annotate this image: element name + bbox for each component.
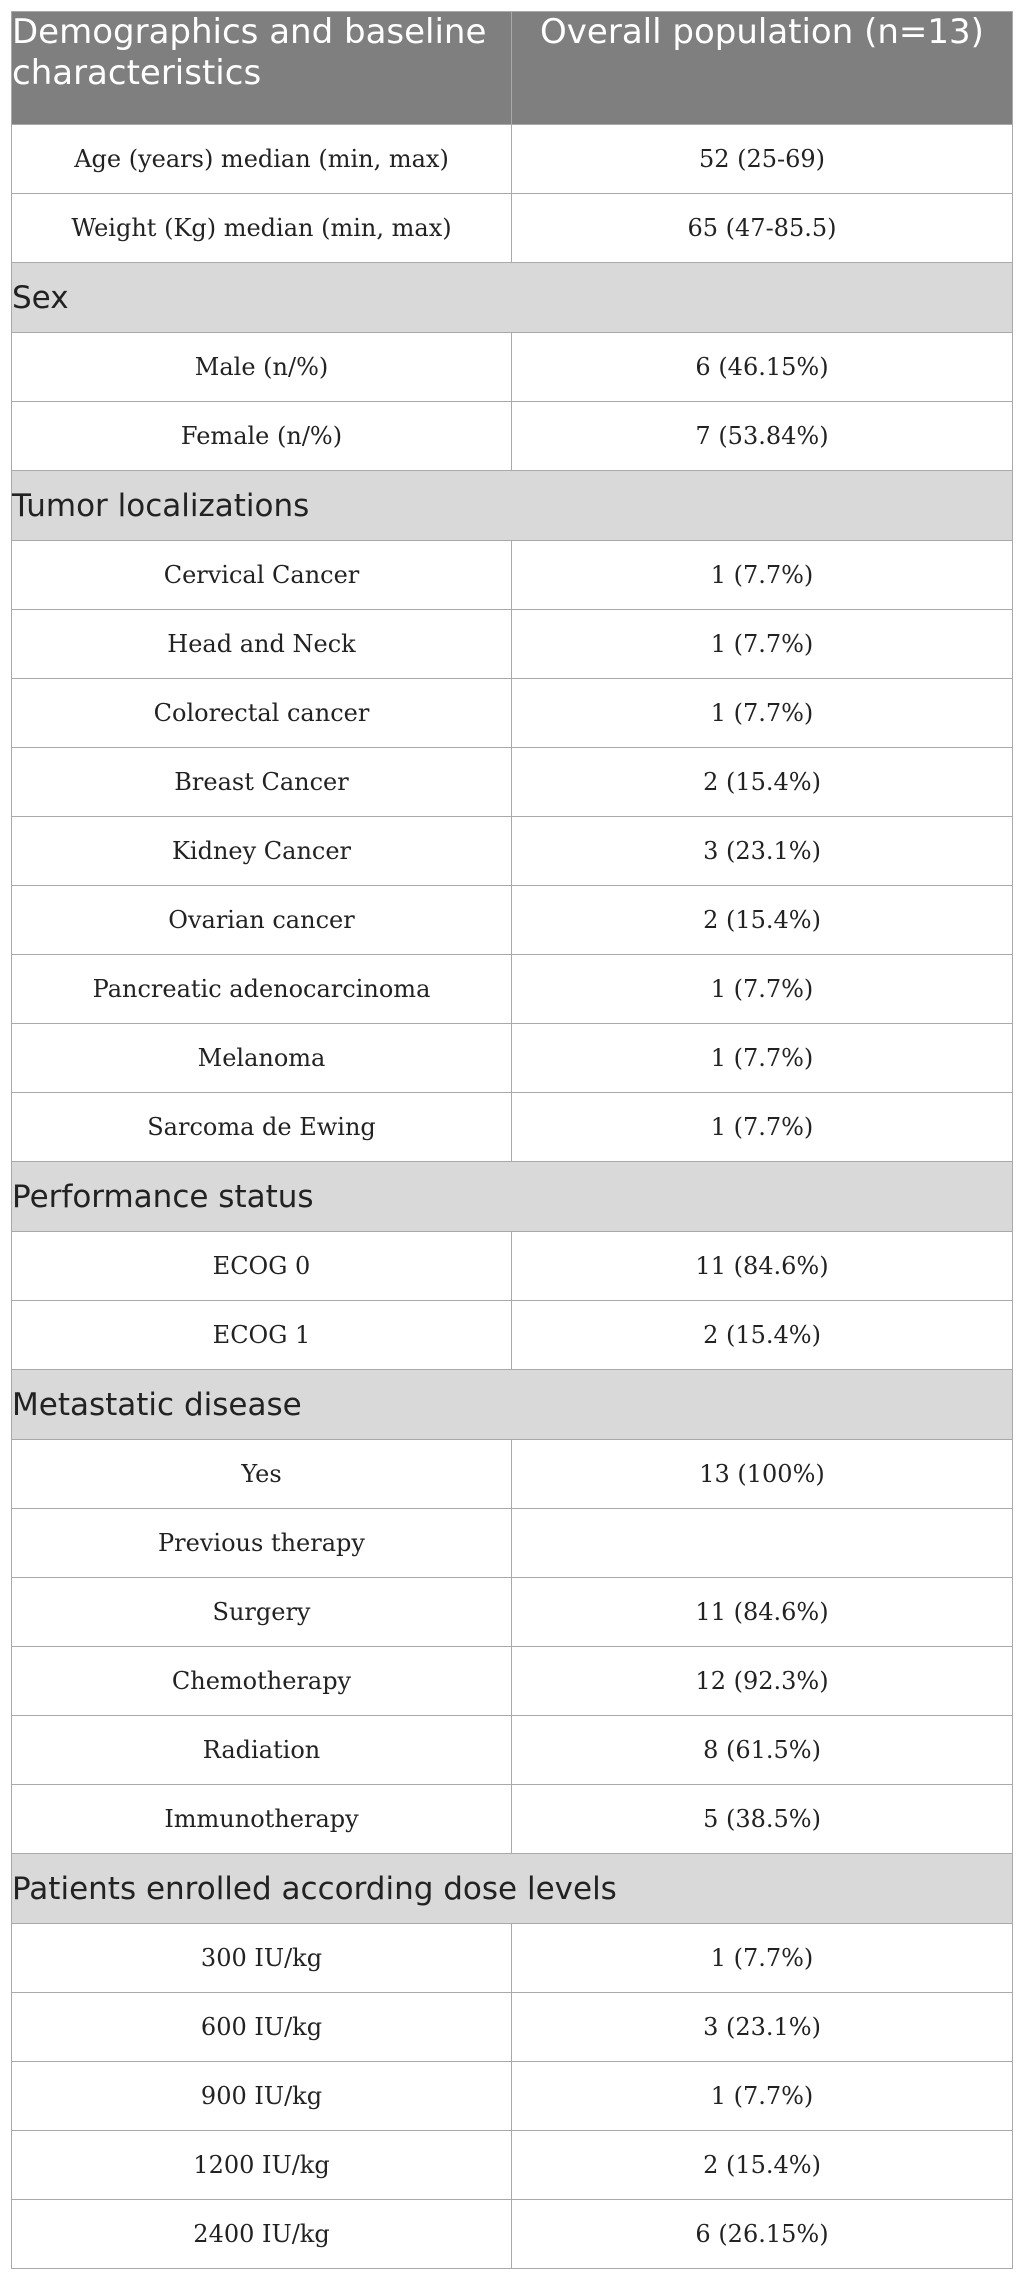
table-body	[12, 125, 1013, 2269]
table-row	[12, 541, 1013, 610]
row-value: 6 (26.15%)	[512, 2200, 1013, 2269]
table-row	[12, 1785, 1013, 1854]
row-value: 6 (46.15%)	[512, 333, 1013, 402]
row-label: Female (n/%)	[12, 402, 512, 471]
table-row	[12, 402, 1013, 471]
row-label: Cervical Cancer	[12, 541, 512, 610]
table-row	[12, 2062, 1013, 2131]
row-value	[512, 1509, 1013, 1578]
header-overall-population: Overall population (n=13)	[512, 12, 1013, 125]
row-value: 52 (25-69)	[512, 125, 1013, 194]
table-row	[12, 1716, 1013, 1785]
table-row	[12, 1993, 1013, 2062]
table-row	[12, 1647, 1013, 1716]
row-value: 65 (47-85.5)	[512, 194, 1013, 263]
row-value: 1 (7.7%)	[512, 955, 1013, 1024]
row-value: 2 (15.4%)	[512, 1301, 1013, 1370]
table-row	[12, 748, 1013, 817]
row-value: 11 (84.6%)	[512, 1578, 1013, 1647]
row-label: Immunotherapy	[12, 1785, 512, 1854]
row-label: 600 IU/kg	[12, 1993, 512, 2062]
row-value: 2 (15.4%)	[512, 748, 1013, 817]
row-value: 3 (23.1%)	[512, 1993, 1013, 2062]
row-label: 900 IU/kg	[12, 2062, 512, 2131]
table-row	[12, 125, 1013, 194]
row-value: 5 (38.5%)	[512, 1785, 1013, 1854]
table-row	[12, 886, 1013, 955]
section-header-label: Sex	[12, 263, 1013, 333]
row-label: ECOG 0	[12, 1232, 512, 1301]
header-characteristics: Demographics and baseline characteristics	[12, 12, 512, 125]
row-value: 2 (15.4%)	[512, 886, 1013, 955]
row-value: 12 (92.3%)	[512, 1647, 1013, 1716]
section-header-label: Tumor localizations	[12, 471, 1013, 541]
row-value: 2 (15.4%)	[512, 2131, 1013, 2200]
section-header-row	[12, 1854, 1013, 1924]
table-row	[12, 2131, 1013, 2200]
section-header-row	[12, 1162, 1013, 1232]
row-label: Radiation	[12, 1716, 512, 1785]
row-value: 11 (84.6%)	[512, 1232, 1013, 1301]
row-label: 300 IU/kg	[12, 1924, 512, 1993]
row-label: 1200 IU/kg	[12, 2131, 512, 2200]
section-header-row	[12, 263, 1013, 333]
row-label: Sarcoma de Ewing	[12, 1093, 512, 1162]
section-header-label: Performance status	[12, 1162, 1013, 1232]
table-row	[12, 333, 1013, 402]
table-row	[12, 955, 1013, 1024]
row-value: 7 (53.84%)	[512, 402, 1013, 471]
row-label: Age (years) median (min, max)	[12, 125, 512, 194]
characteristics-table	[11, 11, 1013, 2269]
row-label: Ovarian cancer	[12, 886, 512, 955]
row-label: Weight (Kg) median (min, max)	[12, 194, 512, 263]
table-row	[12, 610, 1013, 679]
row-label: Previous therapy	[12, 1509, 512, 1578]
row-value: 1 (7.7%)	[512, 1924, 1013, 1993]
section-header-label: Patients enrolled according dose levels	[12, 1854, 1013, 1924]
row-label: Yes	[12, 1440, 512, 1509]
section-header-label: Metastatic disease	[12, 1370, 1013, 1440]
section-header-row	[12, 471, 1013, 541]
row-value: 1 (7.7%)	[512, 2062, 1013, 2131]
row-label: Male (n/%)	[12, 333, 512, 402]
row-value: 1 (7.7%)	[512, 679, 1013, 748]
section-header-row	[12, 1370, 1013, 1440]
table-row	[12, 1578, 1013, 1647]
row-label: Head and Neck	[12, 610, 512, 679]
table-row	[12, 1440, 1013, 1509]
row-value: 1 (7.7%)	[512, 1024, 1013, 1093]
row-label: ECOG 1	[12, 1301, 512, 1370]
row-label: Melanoma	[12, 1024, 512, 1093]
row-label: Chemotherapy	[12, 1647, 512, 1716]
table-row	[12, 1093, 1013, 1162]
row-value: 3 (23.1%)	[512, 817, 1013, 886]
table-row	[12, 1301, 1013, 1370]
row-label: Colorectal cancer	[12, 679, 512, 748]
row-value: 1 (7.7%)	[512, 1093, 1013, 1162]
table-row	[12, 1232, 1013, 1301]
row-label: Surgery	[12, 1578, 512, 1647]
row-value: 13 (100%)	[512, 1440, 1013, 1509]
row-label: 2400 IU/kg	[12, 2200, 512, 2269]
table-row	[12, 1509, 1013, 1578]
row-value: 1 (7.7%)	[512, 541, 1013, 610]
table-row	[12, 679, 1013, 748]
row-label: Kidney Cancer	[12, 817, 512, 886]
row-label: Pancreatic adenocarcinoma	[12, 955, 512, 1024]
row-label: Breast Cancer	[12, 748, 512, 817]
row-value: 1 (7.7%)	[512, 610, 1013, 679]
row-value: 8 (61.5%)	[512, 1716, 1013, 1785]
table-row	[12, 194, 1013, 263]
table-row	[12, 1924, 1013, 1993]
table-row	[12, 2200, 1013, 2269]
table-row	[12, 1024, 1013, 1093]
table-row	[12, 817, 1013, 886]
table-header-row	[12, 12, 1013, 125]
